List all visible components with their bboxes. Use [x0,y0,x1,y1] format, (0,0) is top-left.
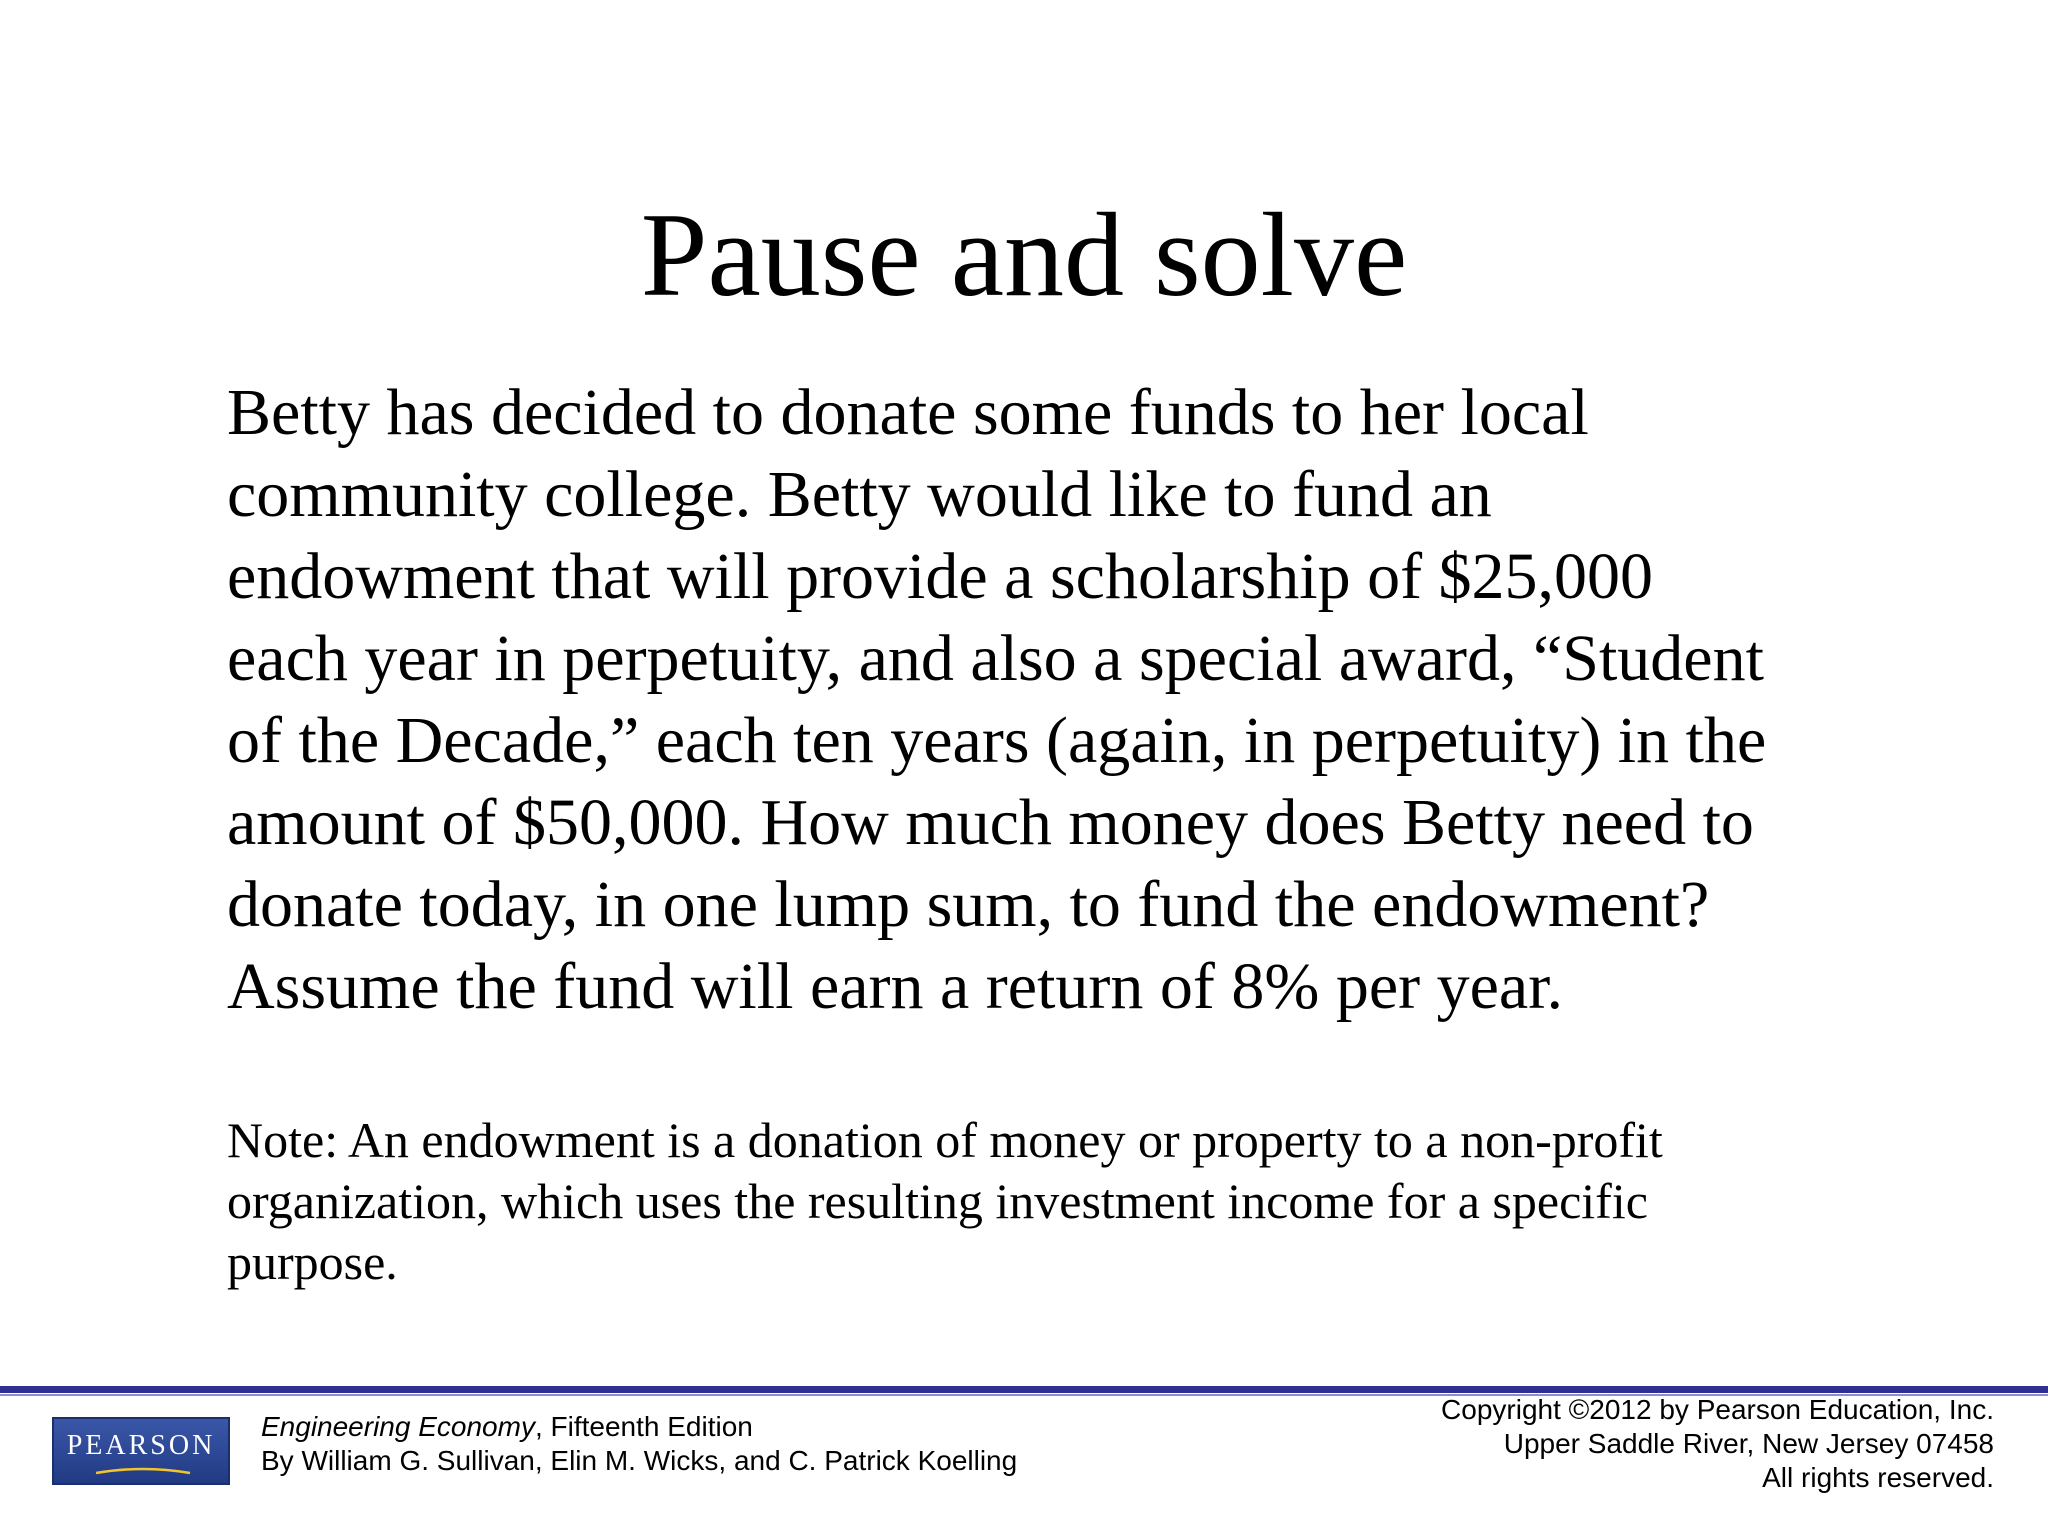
copyright-line: All rights reserved. [1762,1462,1994,1493]
problem-line: endowment that will provide a scholarship of $25,000 [227,540,1654,613]
book-citation [261,1410,1017,1478]
note-line: purpose. [227,1234,398,1290]
slide-title: Pause and solve [640,188,1408,321]
book-edition: , Fifteenth Edition [534,1411,753,1442]
problem-line: amount of $50,000. How much money does Betty need to [227,786,1754,859]
logo-wordmark: PEARSON [66,1430,216,1461]
problem-line: each year in perpetuity, and also a special award, “Student [227,622,1764,695]
copyright-line: Copyright ©2012 by Pearson Education, Inc. [1441,1394,1994,1425]
problem-line: of the Decade,” each ten years (again, in perpetuity) in the [227,704,1767,777]
problem-line: Betty has decided to donate some funds to her local [227,376,1589,449]
book-authors: By William G. Sullivan, Elin M. Wicks, and C. Patrick Koelling [261,1445,1018,1476]
book-title-line [261,1410,1017,1444]
pearson-logo [52,1417,230,1485]
footer-divider [0,1386,2048,1393]
logo-swoosh-icon [94,1467,192,1475]
endowment-note [227,1110,1947,1293]
note-line: organization, which uses the resulting investment income for a specific [227,1173,1648,1229]
copyright-line: Upper Saddle River, New Jersey 07458 [1503,1428,1994,1459]
problem-line: community college. Betty would like to fund an [227,458,1492,531]
problem-line: donate today, in one lump sum, to fund the endowment? [227,868,1710,941]
copyright-notice [1441,1393,1994,1495]
problem-line: Assume the fund will earn a return of 8% per year. [227,950,1564,1023]
book-title: Engineering Economy [261,1411,535,1442]
note-line: Note: An endowment is a donation of money or property to a non-profit [227,1112,1663,1168]
problem-statement [227,372,1947,1028]
